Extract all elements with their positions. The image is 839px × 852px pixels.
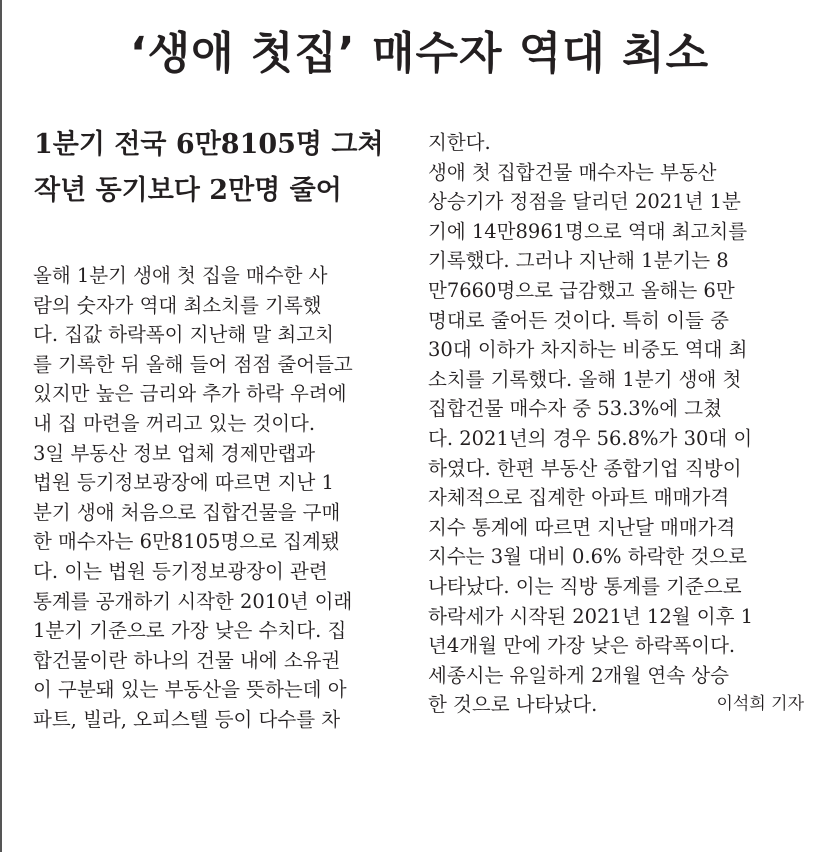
text-line: 기록했다. 그러나 지난해 1분기는 8 (428, 249, 729, 273)
text-line: 하락세가 시작된 2021년 12월 이후 1 (428, 604, 754, 628)
text-line: 다. 2021년의 경우 56.8%가 30대 이 (428, 426, 753, 450)
closing-line (428, 690, 804, 720)
reporter-byline: 이석희 기자 (716, 694, 804, 715)
text-line: 세종시는 유일하게 2개월 연속 상승 (428, 663, 729, 687)
text-line: 상승기가 정점을 달리던 2021년 1분 (428, 190, 741, 214)
article-column-left (33, 261, 411, 735)
text-line: 만7660명으로 급감했고 올해는 6만 (428, 278, 735, 302)
text-line: 자체적으로 집계한 아파트 매매가격 (428, 486, 730, 510)
text-line: 생애 첫 집합건물 매수자는 부동산 (428, 160, 717, 184)
text-line: 나타났다. 이는 직방 통계를 기준으로 (428, 574, 742, 598)
text-line: 집합건물 매수자 중 53.3%에 그쳤 (428, 397, 722, 421)
text-line: 하였다. 한편 부동산 종합기업 직방이 (428, 456, 742, 480)
text-line: 를 기록한 뒤 올해 들어 점점 줄어들고 (33, 352, 353, 376)
text-line: 통계를 공개하기 시작한 2010년 이래 (33, 589, 353, 613)
text-line: 다. 집값 하락폭이 지난해 말 최고치 (33, 323, 334, 347)
text-line: 있지만 높은 금리와 추가 하락 우려에 (33, 382, 347, 406)
text-line: 지수는 3월 대비 0.6% 하락한 것으로 (428, 545, 747, 569)
text-line: 기에 14만8961명으로 역대 최고치를 (428, 219, 748, 243)
text-line: 다. 이는 법원 등기정보광장이 관련 (33, 559, 328, 583)
text-line: 3일 부동산 정보 업체 경제만랩과 (33, 441, 316, 465)
subhead-line: 1분기 전국 6만8105명 그쳐 (34, 129, 384, 160)
text-line: 람의 숫자가 역대 최소치를 기록했 (33, 293, 322, 317)
text-line: 지수 통계에 따르면 지난달 매매가격 (428, 515, 736, 539)
text-line: 법원 등기정보광장에 따르면 지난 1 (33, 471, 334, 495)
subheadline (34, 122, 404, 214)
text-line: 분기 생애 처음으로 집합건물을 구매 (33, 500, 341, 524)
headline: ‘생애 첫집’ 매수자 역대 최소 (129, 28, 710, 79)
article-column-right (428, 128, 810, 720)
text-line: 내 집 마련을 꺼리고 있는 것이다. (33, 411, 316, 435)
text-line: 소치를 기록했다. 올해 1분기 생애 첫 (428, 367, 742, 391)
text-line: 30대 이하가 차지하는 비중도 역대 최 (428, 338, 748, 362)
page-edge-rule (0, 0, 2, 852)
final-text-line: 한 것으로 나타났다. (428, 693, 598, 717)
text-line: 올해 1분기 생애 첫 집을 매수한 사 (33, 264, 328, 287)
subhead-line: 작년 동기보다 2만명 줄어 (34, 175, 342, 206)
text-line: 1분기 기준으로 가장 낮은 수치다. 집 (33, 619, 347, 643)
text-line: 이 구분돼 있는 부동산을 뜻하는데 아 (33, 678, 347, 702)
text-line: 합건물이란 하나의 건물 내에 소유권 (33, 648, 341, 672)
text-line: 명대로 줄어든 것이다. 특히 이들 중 (428, 308, 729, 332)
text-line: 한 매수자는 6만8105명으로 집계됐 (33, 530, 340, 554)
text-line: 지한다. (428, 131, 491, 154)
text-line: 년4개월 만에 가장 낮은 하락폭이다. (428, 634, 736, 658)
text-line: 파트, 빌라, 오피스텔 등이 다수를 차 (33, 707, 341, 731)
